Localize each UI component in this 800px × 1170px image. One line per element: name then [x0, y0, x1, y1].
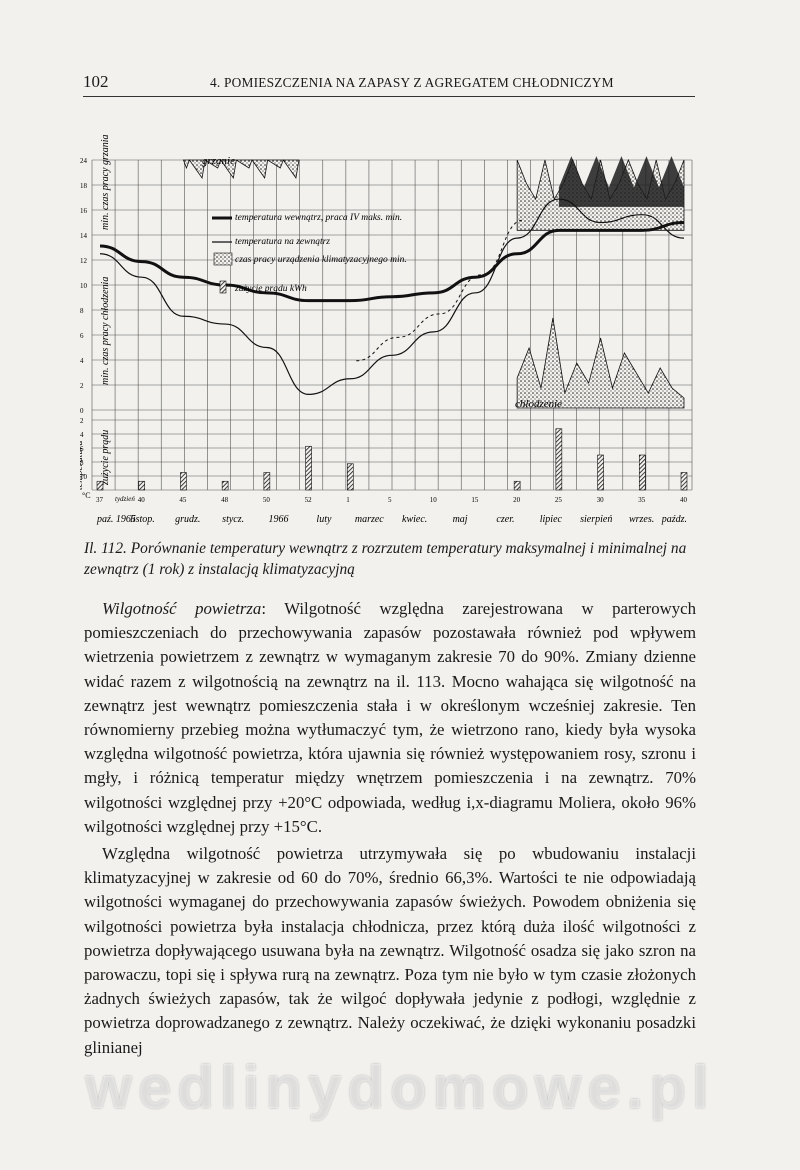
month-label: 1966	[268, 514, 289, 525]
week-tick-label: 15	[471, 496, 479, 504]
legend-item-worktime: czas pracy urządzenia klimatyzacyjnego min.	[235, 255, 407, 265]
month-label: paźdz.	[661, 514, 687, 525]
page-number: 102	[83, 72, 109, 91]
y-tick-label: 16	[80, 207, 87, 215]
month-label: sierpień	[580, 514, 613, 525]
axis-label-cooling: min. czas pracy chłodzenia	[100, 276, 111, 385]
month-label: paź. 1965	[97, 514, 136, 525]
week-tick-label: 30	[596, 496, 604, 504]
month-label: kwiec.	[402, 514, 428, 525]
energy-bar	[264, 473, 270, 491]
y-tick-label: 10	[80, 282, 87, 290]
y-tick-label: 14	[80, 232, 87, 240]
figure-caption: Il. 112. Porównanie temperatury wewnątrz z rozrzutem temperatury maksymalnej i minimalnej na zewnątrz (1 rok) z instalacją klimatyzacyjną	[84, 540, 687, 578]
body-text	[84, 597, 696, 1060]
month-label: marzec	[354, 514, 384, 525]
y-tick-label-lower: 6	[80, 445, 84, 453]
month-label: czer.	[496, 514, 515, 525]
legend-item-energy: zużycie prądu kWh	[235, 284, 307, 294]
legend-item-outside: temperatura na zewnątrz	[235, 237, 330, 247]
annotation-heating: grzanie	[202, 155, 235, 167]
week-tick-label: 25	[554, 496, 562, 504]
paragraph-1	[84, 597, 696, 839]
week-tick-label: 1	[346, 496, 350, 504]
watermark: wedlinydomowe.pl	[85, 1054, 715, 1121]
week-tick-label: 52	[304, 496, 312, 504]
term-humidity: Wilgotność powietrza	[102, 599, 262, 618]
y-tick-label: 2	[80, 382, 84, 390]
y-tick-label: 4	[80, 357, 84, 365]
y-tick-label: 6	[80, 332, 84, 340]
month-label: stycz.	[222, 514, 245, 525]
series-line-outside-dashed	[356, 220, 523, 361]
y-tick-label-lower: 10	[80, 473, 87, 481]
energy-bar	[222, 481, 228, 490]
week-ticks	[96, 496, 688, 504]
y-ticks-upper	[80, 157, 88, 415]
y-tick-label: 24	[80, 157, 87, 165]
energy-bar	[180, 473, 186, 491]
month-label: maj	[452, 514, 468, 525]
figure-chart	[80, 120, 705, 530]
running-header	[83, 72, 695, 97]
energy-bar	[514, 481, 520, 490]
month-label: luty	[316, 514, 332, 525]
week-tick-label: 50	[262, 496, 270, 504]
cooling-work-area-dense	[559, 156, 684, 207]
y-tick-label-lower: 4	[80, 431, 84, 439]
week-tick-label: 5	[388, 496, 392, 504]
y-tick-label-lower: 8	[80, 459, 84, 467]
legend-item-inside: temperatura wewnątrz, praca IV maks. min.	[235, 213, 403, 223]
month-label: listop.	[130, 514, 155, 525]
energy-bar	[347, 464, 353, 490]
week-tick-label: 40	[680, 496, 687, 504]
heating-work-area	[183, 160, 299, 178]
energy-bar	[598, 455, 604, 490]
energy-bar	[556, 429, 562, 490]
y-tick-label-lower: 2	[80, 417, 84, 425]
energy-bar	[306, 446, 312, 490]
energy-bar	[139, 481, 145, 490]
chart-legend	[212, 213, 407, 294]
month-label: wrzes.	[628, 514, 655, 525]
month-labels	[96, 514, 687, 525]
chart-svg	[80, 120, 705, 530]
legend-swatch-hatch	[220, 281, 226, 293]
week-tick-label: 37	[96, 496, 103, 504]
week-tick-label: 40	[137, 496, 145, 504]
legend-swatch-stipple	[214, 253, 232, 265]
month-label: grudz.	[175, 514, 201, 525]
y-tick-label: 12	[80, 257, 87, 265]
week-tick-label: 10	[429, 496, 437, 504]
y-tick-label: 8	[80, 307, 84, 315]
annotation-cooling: chłodzenie	[515, 398, 563, 410]
axis-label-heating: min. czas pracy grzania	[100, 134, 111, 230]
y-tick-label: 0	[80, 407, 84, 415]
energy-bar	[639, 455, 645, 490]
running-title: 4. POMIESZCZENIA NA ZAPASY Z AGREGATEM CHŁODNICZYM	[210, 75, 614, 90]
paragraph-2: Względna wilgotność powietrza utrzymywała się po wbudowaniu instalacji klimatyzacyjnej w zakresie od 60 do 70%, średnio 66,3%. Wartości te nie odpowiadają wilgotności wymaganej do przechowywania zapasów świeżych. Powodem obniżenia się wilgotności powietrza była instalacja chłodnicza, przez którą duża ilość wilgotności z powietrza dopływającego usuwana była na zewnątrz. Wilgotność osadza się jako szron na parowaczu, topi się i spływa rurą na zewnątrz. Poza tym nie było w tym czasie złożonych żadnych świeżych zapasów, tak że wilgoć dopływała jedynie z podłogi, względnie z powietrza doprowadzanego z zewnątrz. Należy oczekiwać, że dzięki wykonaniu posadzki glinianej	[84, 844, 696, 1057]
week-tick-label: 45	[179, 496, 187, 504]
axis-label-temperature: temperatura	[80, 440, 85, 490]
month-label: lipiec	[539, 514, 562, 525]
week-tick-label: 20	[513, 496, 521, 504]
cooling-lower-area	[517, 318, 684, 408]
unit-label: °C	[82, 491, 91, 500]
paragraph-1-text: : Wilgotność względna zarejestrowana w parterowych pomieszczeniach do przechowywania zapasów pozostawała również pod wpływem wietrzenia powietrzem z zewnątrz w wymaganym zakresie 70 do 90%. Zmiany dzienne widać razem z wilgotnością na zewnątrz na il. 113. Mocno wahająca się wilgotność na zewnątrz jest wewnątrz pomieszczenia stała i w określonym wcześniej zakresie. Ten równomierny przebieg można wytłumaczyć tym, że wietrzono rano, kiedy była wysoka względna wilgotność powietrza, która ujawnia się również występowaniem rosy, szronu i mgły, i różnicą temperatur między wnętrzem pomieszczenia i na zewnątrz. 70% wilgotności względnej przy +20°C odpowiada, według i,x-diagramu Moliera, około 96% wilgotności względnej przy +15°C.	[84, 599, 696, 836]
energy-bar	[681, 473, 687, 491]
axis-label-energy: zużycie prądu	[100, 429, 111, 485]
y-tick-label: 18	[80, 182, 87, 190]
week-label: tydzień	[115, 495, 135, 503]
week-tick-label: 35	[638, 496, 646, 504]
week-tick-label: 48	[221, 496, 229, 504]
